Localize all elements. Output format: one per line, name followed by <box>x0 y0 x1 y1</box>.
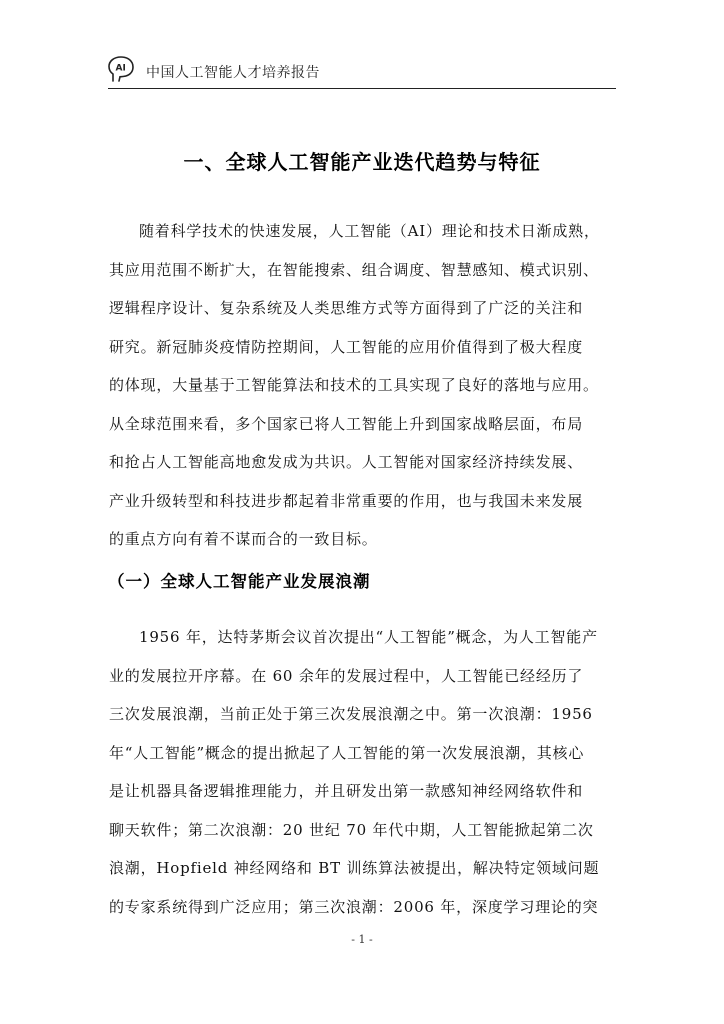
paragraph-line: 产业升级转型和科技进步都起着非常重要的作用，也与我国未来发展 <box>109 491 584 510</box>
page-number: - 1 - <box>351 933 373 946</box>
page-header <box>108 50 616 89</box>
paragraph-line: 逻辑程序设计、复杂系统及人类思维方式等方面得到了广泛的关注和 <box>109 299 584 317</box>
ai-logo-text: AI <box>115 63 126 74</box>
paragraph-line: 是让机器具备逻辑推理能力，并且研发出第一款感知神经网络软件和 <box>109 782 584 800</box>
paragraph-line: 的体现，大量基于工智能算法和技术的工具实现了良好的落地与应用。 <box>109 376 599 394</box>
paragraph-line: 从全球范围来看，多个国家已将人工智能上升到国家战略层面，布局 <box>109 414 584 433</box>
paragraph-line: 随着科学技术的快速发展，人工智能（AI）理论和技术日渐成熟， <box>139 222 600 240</box>
section-heading: （一）全球人工智能产业发展浪潮 <box>108 572 371 591</box>
ai-logo-icon <box>108 56 142 84</box>
paragraph-line: 年“人工智能”概念的提出掀起了人工智能的第一次发展浪潮，其核心 <box>109 743 585 762</box>
paragraph-line: 业的发展拉开序幕。在 60 余年的发展过程中，人工智能已经经历了 <box>109 666 584 685</box>
report-title: 中国人工智能人才培养报告 <box>146 65 320 81</box>
paragraph-line: 其应用范围不断扩大，在智能搜索、组合调度、智慧感知、模式识别、 <box>109 260 599 279</box>
chapter-title: 一、全球人工智能产业迭代趋势与特征 <box>183 150 541 174</box>
paragraph-line: 聊天软件；第二次浪潮：20 世纪 70 年代中期，人工智能掀起第二次 <box>109 820 594 839</box>
paragraph-line: 的重点方向有着不谋而合的一致目标。 <box>109 530 378 548</box>
intro-paragraph <box>109 212 629 559</box>
paragraph-line: 的专家系统得到广泛应用；第三次浪潮：2006 年，深度学习理论的突 <box>109 897 599 916</box>
paragraph-line: 三次发展浪潮，当前正处于第三次发展浪潮之中。第一次浪潮：1956 <box>109 705 593 723</box>
history-paragraph <box>109 618 629 926</box>
paragraph-line: 研究。新冠肺炎疫情防控期间，人工智能的应用价值得到了极大程度 <box>109 337 584 356</box>
paragraph-line: 和抢占人工智能高地愈发成为共识。人工智能对国家经济持续发展、 <box>109 453 584 471</box>
paragraph-line: 1956 年，达特茅斯会议首次提出“人工智能”概念，为人工智能产 <box>139 628 598 646</box>
paragraph-line: 浪潮，Hopfield 神经网络和 BT 训练算法被提出，解决特定领域问题 <box>109 859 600 877</box>
